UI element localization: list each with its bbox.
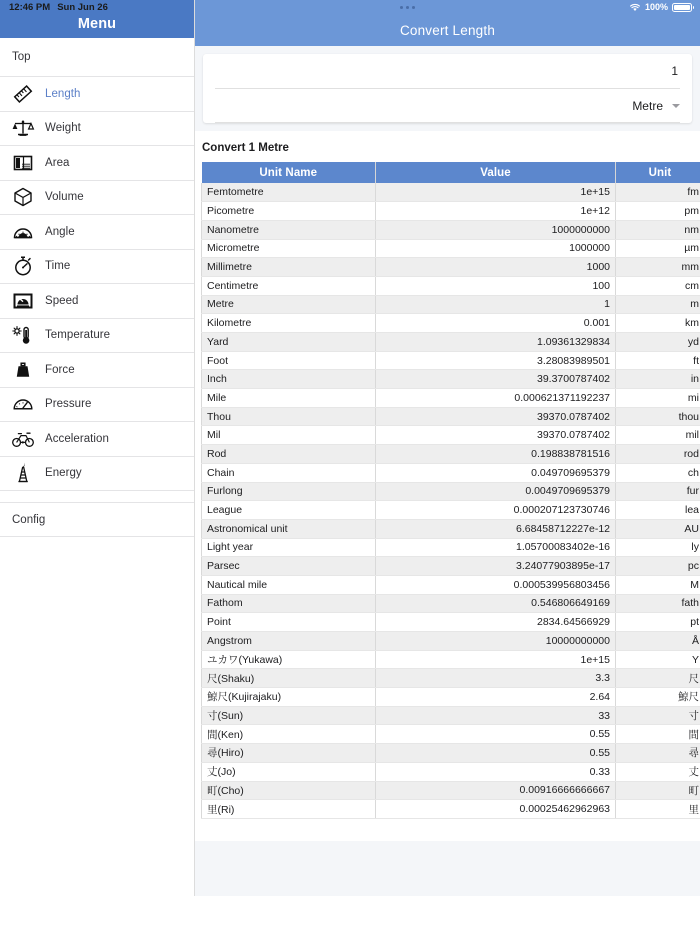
cell-unit-name: 間(Ken) [202, 725, 376, 744]
protractor-icon [8, 219, 38, 245]
cell-value: 0.049709695379 [376, 463, 616, 482]
sidebar-item-label: Length [45, 87, 81, 100]
cell-unit: fm [616, 183, 700, 202]
cell-value: 100 [376, 276, 616, 295]
cell-unit-name: Parsec [202, 557, 376, 576]
cell-unit: 丈 [616, 762, 700, 781]
cell-value: 33 [376, 706, 616, 725]
table-row[interactable] [202, 295, 700, 314]
cell-unit-name: Point [202, 613, 376, 632]
status-bar-center [186, 6, 629, 9]
cell-value: 0.546806649169 [376, 594, 616, 613]
cell-unit: km [616, 314, 700, 333]
table-row[interactable] [202, 351, 700, 370]
sidebar-item-weight[interactable] [0, 112, 194, 147]
sidebar-item-speed[interactable] [0, 284, 194, 319]
conversion-table [201, 162, 700, 819]
table-row[interactable] [202, 688, 700, 707]
sidebar-item-length[interactable] [0, 77, 194, 112]
cell-unit: rod [616, 445, 700, 464]
table-row[interactable] [202, 183, 700, 202]
cell-unit-name: Yard [202, 333, 376, 352]
cell-value: 0.00916666666667 [376, 781, 616, 800]
table-row[interactable] [202, 276, 700, 295]
cube-icon [8, 184, 38, 210]
cell-value: 1000000 [376, 239, 616, 258]
cell-value: 0.00025462962963 [376, 800, 616, 819]
cell-value: 0.001 [376, 314, 616, 333]
cell-unit-name: 丈(Jo) [202, 762, 376, 781]
cell-unit-name: 鯨尺(Kujirajaku) [202, 688, 376, 707]
cell-value: 2.64 [376, 688, 616, 707]
cell-unit-name: Light year [202, 538, 376, 557]
table-row[interactable] [202, 258, 700, 277]
cell-unit: ft [616, 351, 700, 370]
cell-value: 39.3700787402 [376, 370, 616, 389]
cell-unit: mm [616, 258, 700, 277]
cell-value: 3.3 [376, 669, 616, 688]
input-card [203, 54, 692, 123]
table-row[interactable] [202, 800, 700, 819]
cell-value: 0.000621371192237 [376, 389, 616, 408]
table-row[interactable] [202, 482, 700, 501]
table-row[interactable] [202, 744, 700, 763]
amount-input-row[interactable] [215, 54, 680, 89]
main-content [195, 0, 700, 896]
table-row[interactable] [202, 445, 700, 464]
sidebar-item-pressure[interactable] [0, 388, 194, 423]
cell-unit: 間 [616, 725, 700, 744]
table-row[interactable] [202, 725, 700, 744]
cell-unit: µm [616, 239, 700, 258]
cell-unit: ly [616, 538, 700, 557]
cell-value: 0.198838781516 [376, 445, 616, 464]
thermometer-icon [8, 322, 38, 348]
cell-value: 0.000539956803456 [376, 575, 616, 594]
sidebar-item-angle[interactable] [0, 215, 194, 250]
cell-unit-name: Rod [202, 445, 376, 464]
cell-value: 0.0049709695379 [376, 482, 616, 501]
multitask-dots-icon[interactable] [400, 6, 415, 9]
battery-icon [672, 3, 692, 12]
table-row[interactable] [202, 762, 700, 781]
cell-value: 39370.0787402 [376, 426, 616, 445]
cell-value: 6.68458712227e-12 [376, 519, 616, 538]
cell-unit: mi [616, 389, 700, 408]
table-row[interactable] [202, 669, 700, 688]
area-grid-icon [8, 150, 38, 176]
cell-unit: nm [616, 220, 700, 239]
cell-value: 39370.0787402 [376, 407, 616, 426]
bicycle-icon [8, 426, 38, 452]
result-heading: Convert 1 Metre [195, 131, 700, 162]
cell-unit: Å [616, 632, 700, 651]
status-bar [0, 0, 700, 14]
sidebar-section-top: Top [0, 38, 194, 77]
sidebar-item-label: Weight [45, 122, 81, 135]
sidebar-title: Menu [77, 16, 117, 32]
table-row[interactable] [202, 426, 700, 445]
weight-block-icon [8, 357, 38, 383]
status-time: 12:46 PM [9, 1, 51, 13]
cell-unit: pm [616, 202, 700, 221]
amount-input[interactable]: 1 [671, 64, 678, 78]
cell-unit: pc [616, 557, 700, 576]
cell-value: 3.24077903895e-17 [376, 557, 616, 576]
table-row[interactable] [202, 519, 700, 538]
wifi-icon [629, 3, 641, 12]
cell-unit-name: Inch [202, 370, 376, 389]
cell-unit-name: Furlong [202, 482, 376, 501]
cell-unit-name: Foot [202, 351, 376, 370]
cell-value: 1e+15 [376, 650, 616, 669]
sidebar [0, 0, 195, 896]
cell-value: 1000 [376, 258, 616, 277]
sidebar-item-label: Volume [45, 191, 84, 204]
cell-value: 1.05700083402e-16 [376, 538, 616, 557]
cell-unit: cm [616, 276, 700, 295]
sidebar-item-label: Angle [45, 225, 75, 238]
cell-value: 0.55 [376, 725, 616, 744]
conversion-table-wrap [195, 162, 700, 841]
sidebar-item-config[interactable]: Config [0, 503, 194, 537]
conversion-table-body [202, 183, 700, 818]
cell-unit: AU [616, 519, 700, 538]
unit-select-value[interactable]: Metre [632, 98, 663, 113]
status-date: Sun Jun 26 [57, 1, 108, 13]
main-bottom-filler [195, 841, 700, 896]
cell-value: 1 [376, 295, 616, 314]
table-row[interactable] [202, 333, 700, 352]
sidebar-item-label: Time [45, 260, 71, 273]
cell-unit-name: 町(Cho) [202, 781, 376, 800]
table-row[interactable] [202, 389, 700, 408]
table-row[interactable] [202, 613, 700, 632]
table-row[interactable] [202, 220, 700, 239]
cell-unit: m [616, 295, 700, 314]
cell-unit-name: Centimetre [202, 276, 376, 295]
speedometer-icon [8, 288, 38, 314]
cell-unit-name: Kilometre [202, 314, 376, 333]
cell-unit: in [616, 370, 700, 389]
sidebar-item-acceleration[interactable] [0, 422, 194, 457]
cell-unit: yd [616, 333, 700, 352]
sidebar-item-label: Temperature [45, 329, 111, 342]
cell-unit-name: Picometre [202, 202, 376, 221]
cell-unit-name: Micrometre [202, 239, 376, 258]
table-row[interactable] [202, 202, 700, 221]
cell-unit-name: Mile [202, 389, 376, 408]
table-row[interactable] [202, 557, 700, 576]
table-row[interactable] [202, 463, 700, 482]
sidebar-item-area[interactable] [0, 146, 194, 181]
ruler-icon [8, 81, 38, 107]
cell-unit-name: 尺(Shaku) [202, 669, 376, 688]
cell-unit-name: 尋(Hiro) [202, 744, 376, 763]
cell-value: 2834.64566929 [376, 613, 616, 632]
table-row[interactable] [202, 501, 700, 520]
cell-unit-name: Angstrom [202, 632, 376, 651]
status-bar-left [0, 2, 186, 13]
table-row[interactable] [202, 650, 700, 669]
cell-value: 3.28083989501 [376, 351, 616, 370]
cell-unit: ch [616, 463, 700, 482]
sidebar-item-label: Pressure [45, 398, 92, 411]
cell-unit-name: Millimetre [202, 258, 376, 277]
cell-unit-name: Femtometre [202, 183, 376, 202]
cell-unit: lea [616, 501, 700, 520]
table-row[interactable] [202, 370, 700, 389]
cell-unit: M [616, 575, 700, 594]
sidebar-divider-gap [0, 491, 194, 503]
cell-unit: fath [616, 594, 700, 613]
sidebar-menu-list [0, 77, 194, 491]
chevron-down-icon[interactable] [672, 104, 680, 108]
cell-value: 1e+15 [376, 183, 616, 202]
table-row[interactable] [202, 538, 700, 557]
stopwatch-icon [8, 253, 38, 279]
cell-unit: 町 [616, 781, 700, 800]
cell-unit-name: Nanometre [202, 220, 376, 239]
oil-derrick-icon [8, 460, 38, 486]
cell-unit-name: Mil [202, 426, 376, 445]
cell-unit-name: Metre [202, 295, 376, 314]
table-row[interactable] [202, 407, 700, 426]
table-row[interactable] [202, 239, 700, 258]
cell-unit: 鯨尺 [616, 688, 700, 707]
cell-value: 0.000207123730746 [376, 501, 616, 520]
cell-unit: 尺 [616, 669, 700, 688]
sidebar-item-volume[interactable] [0, 181, 194, 216]
column-header-value[interactable]: Value [376, 162, 616, 183]
status-bar-right [629, 2, 700, 12]
cell-unit: fur [616, 482, 700, 501]
table-row[interactable] [202, 314, 700, 333]
sidebar-item-label: Force [45, 363, 75, 376]
cell-unit-name: ユカワ(Yukawa) [202, 650, 376, 669]
cell-unit-name: 寸(Sun) [202, 706, 376, 725]
cell-unit: Y [616, 650, 700, 669]
cell-value: 1e+12 [376, 202, 616, 221]
sidebar-item-label: Energy [45, 467, 82, 480]
sidebar-item-temperature[interactable] [0, 319, 194, 354]
sidebar-item-label: Speed [45, 294, 79, 307]
table-row[interactable] [202, 632, 700, 651]
cell-unit: 里 [616, 800, 700, 819]
page-title: Convert Length [399, 23, 496, 38]
table-row[interactable] [202, 575, 700, 594]
sidebar-item-energy[interactable] [0, 457, 194, 492]
table-header-row [202, 162, 700, 183]
cell-value: 1000000000 [376, 220, 616, 239]
cell-unit-name: 里(Ri) [202, 800, 376, 819]
cell-value: 0.55 [376, 744, 616, 763]
cell-unit-name: Chain [202, 463, 376, 482]
table-row[interactable] [202, 706, 700, 725]
cell-unit: mil [616, 426, 700, 445]
cell-unit: thou [616, 407, 700, 426]
table-row[interactable] [202, 781, 700, 800]
cell-unit: pt [616, 613, 700, 632]
cell-unit-name: Thou [202, 407, 376, 426]
column-header-unit-name[interactable]: Unit Name [202, 162, 376, 183]
sidebar-item-time[interactable] [0, 250, 194, 285]
sidebar-item-label: Acceleration [45, 432, 109, 445]
cell-value: 10000000000 [376, 632, 616, 651]
cell-unit-name: Astronomical unit [202, 519, 376, 538]
sidebar-item-force[interactable] [0, 353, 194, 388]
unit-select-row[interactable] [215, 89, 680, 123]
cell-unit-name: Fathom [202, 594, 376, 613]
input-zone [195, 46, 700, 123]
cell-unit-name: League [202, 501, 376, 520]
cell-unit: 尋 [616, 744, 700, 763]
column-header-unit[interactable]: Unit [616, 162, 700, 183]
cell-unit: 寸 [616, 706, 700, 725]
table-row[interactable] [202, 594, 700, 613]
sidebar-item-label: Area [45, 156, 70, 169]
gauge-icon [8, 391, 38, 417]
cell-unit-name: Nautical mile [202, 575, 376, 594]
balance-scale-icon [8, 115, 38, 141]
cell-value: 0.33 [376, 762, 616, 781]
cell-value: 1.09361329834 [376, 333, 616, 352]
battery-percent-label: 100% [644, 2, 668, 12]
